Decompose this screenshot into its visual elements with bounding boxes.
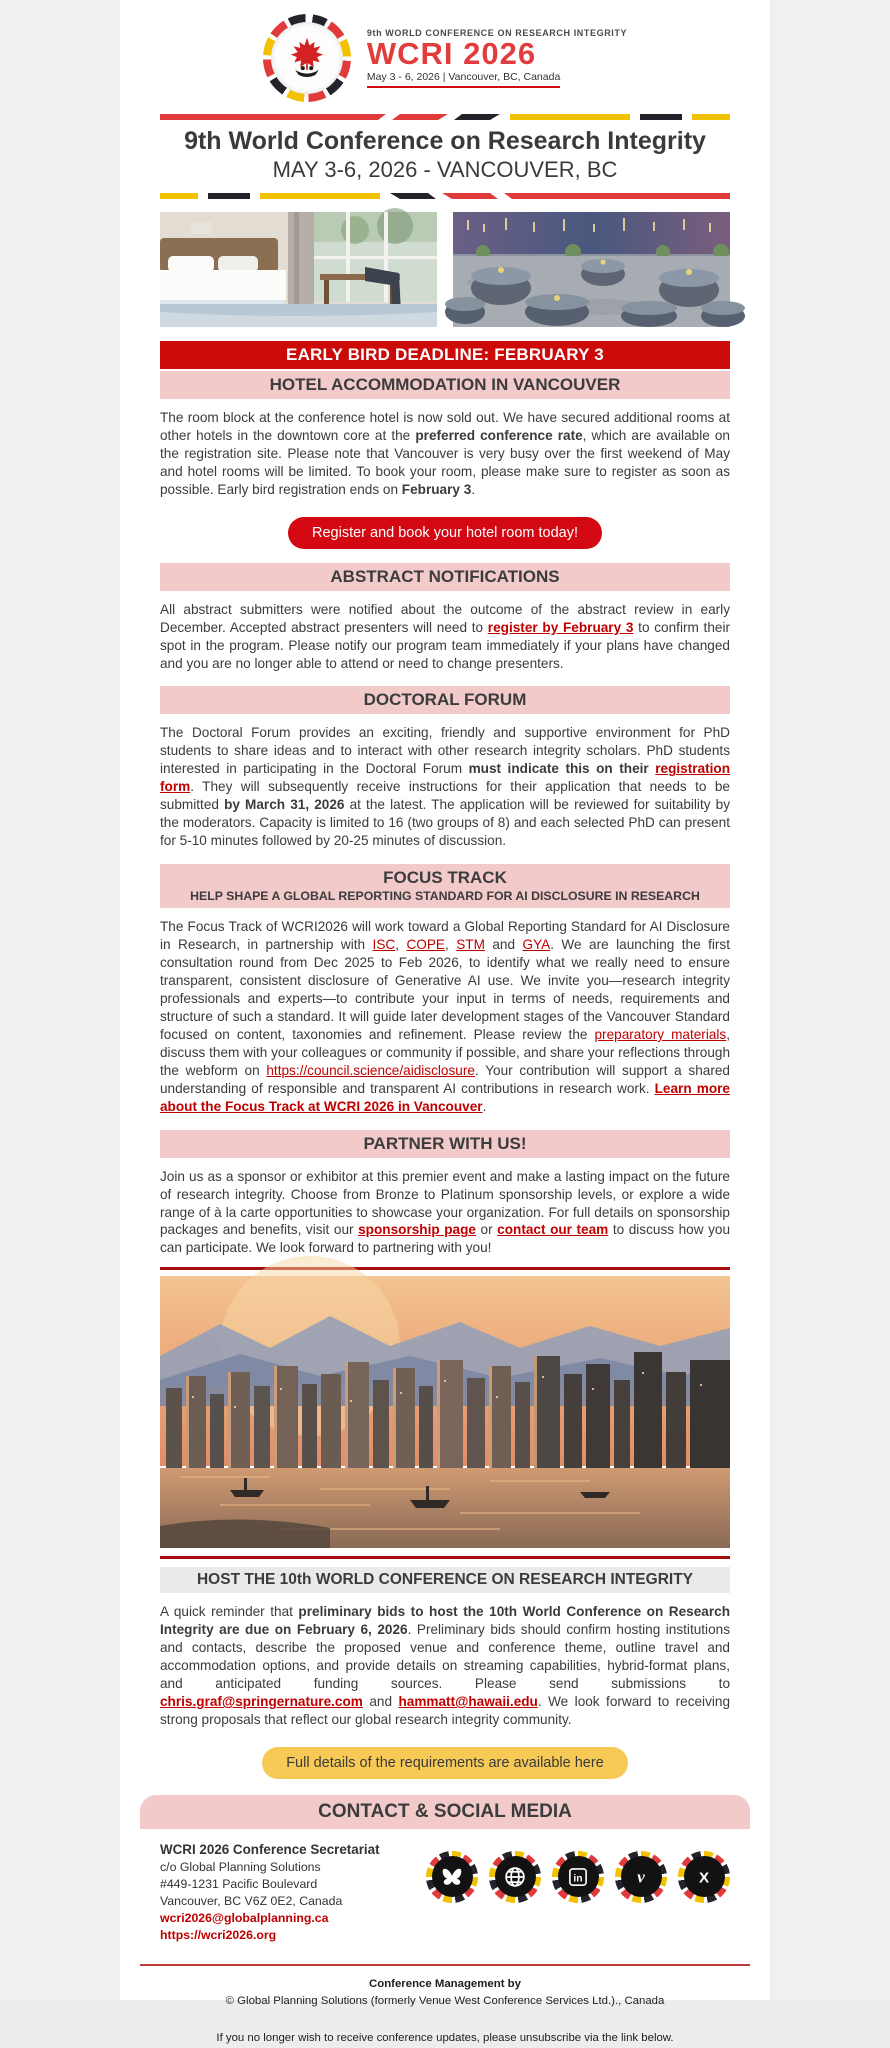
- contact-line-1: c/o Global Planning Solutions: [160, 1860, 321, 1875]
- hotel-paragraph: The room block at the conference hotel is now sold out. We have secured additional rooms at other hotels in the downtown core at the preferred conference rate, which are available on the registration site. Please note that Vancouver is very busy over the first weekend of May and hotel rooms will be limited. To book your room, please make sure to register as soon as possible. Early bird registration ends on February 3.: [160, 410, 730, 497]
- focus-heading-main: FOCUS TRACK: [383, 868, 507, 887]
- footer-managed-by: Conference Management by: [369, 1978, 521, 1991]
- early-bird-banner: EARLY BIRD DEADLINE: FEBRUARY 3: [160, 341, 730, 369]
- ballroom-photo: [453, 212, 730, 327]
- host-section-heading: HOST THE 10th WORLD CONFERENCE ON RESEARCH INTEGRITY: [160, 1567, 730, 1593]
- vancouver-skyline-photo: [160, 1276, 730, 1548]
- hotel-photos-row: [160, 212, 730, 327]
- website-globe-icon[interactable]: [489, 1851, 541, 1903]
- contact-block: [120, 1829, 770, 1948]
- logo-wordmark: WCRI 2026: [366, 36, 537, 72]
- footer-red-divider: [140, 1964, 750, 1966]
- footer-copyright: © Global Planning Solutions (formerly Venue West Conference Services Ltd.)., Canada: [225, 1995, 665, 2008]
- red-divider-above-city: [160, 1267, 730, 1270]
- svg-text:v: v: [637, 1867, 645, 1887]
- doctoral-paragraph: The Doctoral Forum provides an exciting, friendly and supportive environment for PhD students to share ideas and to interact with other research integrity scholars. PhD students interested in participating in the Doctoral Forum must indicate this on their registration form. They will subsequently receive instructions for their application that needs to be submitted by March 31, 2026 at the latest. The application will be reviewed for suitability by the moderators. Capacity is limited to 16 (two groups of 8) and each selected PhD can present for 5-10 minutes followed by 20-25 minutes of discussion.: [160, 725, 730, 849]
- svg-text:in: in: [573, 1873, 583, 1885]
- contact-org-name: WCRI 2026 Conference Secretariat: [160, 1841, 380, 1857]
- focus-section-heading: [160, 864, 730, 908]
- contact-website-link[interactable]: https://wcri2026.org: [160, 1928, 277, 1943]
- footer-unsubscribe-note: If you no longer wish to receive conference updates, please unsubscribe via the link below.: [216, 2032, 674, 2045]
- logo-text-block: [367, 28, 627, 88]
- logo-kicker: 9th WORLD CONFERENCE ON RESEARCH INTEGRITY: [366, 28, 628, 39]
- bluesky-icon[interactable]: [426, 1851, 478, 1903]
- register-hotel-button[interactable]: Register and book your hotel room today!: [288, 517, 602, 549]
- svg-text:X: X: [698, 1869, 710, 1887]
- host-requirements-button[interactable]: Full details of the requirements are available here: [262, 1747, 628, 1779]
- page-title: 9th World Conference on Research Integrity: [184, 127, 706, 155]
- hotel-room-photo: [160, 212, 437, 327]
- red-divider-below-city: [160, 1556, 730, 1559]
- contact-section-heading: CONTACT & SOCIAL MEDIA: [140, 1795, 750, 1829]
- contact-line-3: Vancouver, BC V6Z 0E2, Canada: [160, 1894, 343, 1909]
- logo-tagline: May 3 - 6, 2026 | Vancouver, BC, Canada: [367, 71, 560, 88]
- social-icons-row: [426, 1841, 730, 1903]
- doctoral-section-heading: DOCTORAL FORUM: [160, 686, 730, 714]
- maple-leaf-icon: [271, 22, 343, 94]
- partner-paragraph: Join us as a sponsor or exhibitor at this premier event and make a lasting impact on the future of research integrity. Choose from Bronze to Platinum sponsorship levels, or explore a wide range of à la carte opportunities to showcase your organization. For full details on sponsorship packages and benefits, visit our sponsorship page or contact our team to discuss how you can participate. We look forward to partnering with you!: [160, 1168, 731, 1256]
- conference-logo-lockup: [120, 10, 770, 104]
- x-twitter-icon[interactable]: [678, 1851, 730, 1903]
- email-body: [120, 0, 770, 2045]
- host-paragraph: A quick reminder that preliminary bids to host the 10th World Conference on Research Integrity are due on February 6, 2026. Preliminary bids should confirm hosting institutions and contacts, describe the proposed venue and conference theme, outline travel and accommodation options, and provide details on streaming capabilities, hybrid-format plans, and anticipated funding sources. Please send submissions to chris.graf@springernature.com and hammatt@hawaii.edu. We look forward to receiving strong proposals that reflect our global research integrity community.: [160, 1604, 731, 1727]
- page-subtitle: MAY 3-6, 2026 - VANCOUVER, BC: [272, 157, 618, 182]
- ribbon-divider-top: [160, 113, 730, 121]
- linkedin-icon[interactable]: [552, 1851, 604, 1903]
- ribbon-divider-bottom: [160, 192, 730, 200]
- contact-address: [160, 1841, 380, 1944]
- vimeo-icon[interactable]: [615, 1851, 667, 1903]
- focus-heading-sub: HELP SHAPE A GLOBAL REPORTING STANDARD FOR AI DISCLOSURE IN RESEARCH: [190, 889, 700, 903]
- wcri-logo-badge: [263, 14, 351, 102]
- contact-email-link[interactable]: wcri2026@globalplanning.ca: [160, 1911, 329, 1926]
- contact-line-2: #449-1231 Pacific Boulevard: [160, 1877, 318, 1892]
- focus-paragraph: The Focus Track of WCRI2026 will work toward a Global Reporting Standard for AI Disclosure in Research, in partnership with ISC, COPE, STM and GYA. We are launching the first consultation round from Dec 2025 to Feb 2026, to identify what we really need to ensure transparent, consistent disclosure of Generative AI use. We invite you—research integrity professionals and experts—to contribute your input in terms of needs, requirements and structure of such a standard. It will guide later development stages of the Vancouver Standard focused on content, taxonomies and refinement. Please review the preparatory materials, discuss them with your colleagues or community if possible, and share your reflections through the webform on https://council.science/aidisclosure. Your contribution will support a shared understanding of responsible and transparent AI contributions in research work. Learn more about the Focus Track at WCRI 2026 in Vancouver.: [160, 919, 731, 1114]
- partner-section-heading: PARTNER WITH US!: [160, 1130, 730, 1158]
- abstract-paragraph: All abstract submitters were notified about the outcome of the abstract review in early December. Accepted abstract presenters will need to register by February 3 to confirm their spot in the program. Please notify our program team immediately if your plans have changed and you are no longer able to attend or need to change presenters.: [160, 601, 730, 671]
- abstract-section-heading: ABSTRACT NOTIFICATIONS: [160, 563, 730, 591]
- hotel-section-heading: HOTEL ACCOMMODATION IN VANCOUVER: [160, 371, 730, 399]
- footer: [120, 1976, 770, 2047]
